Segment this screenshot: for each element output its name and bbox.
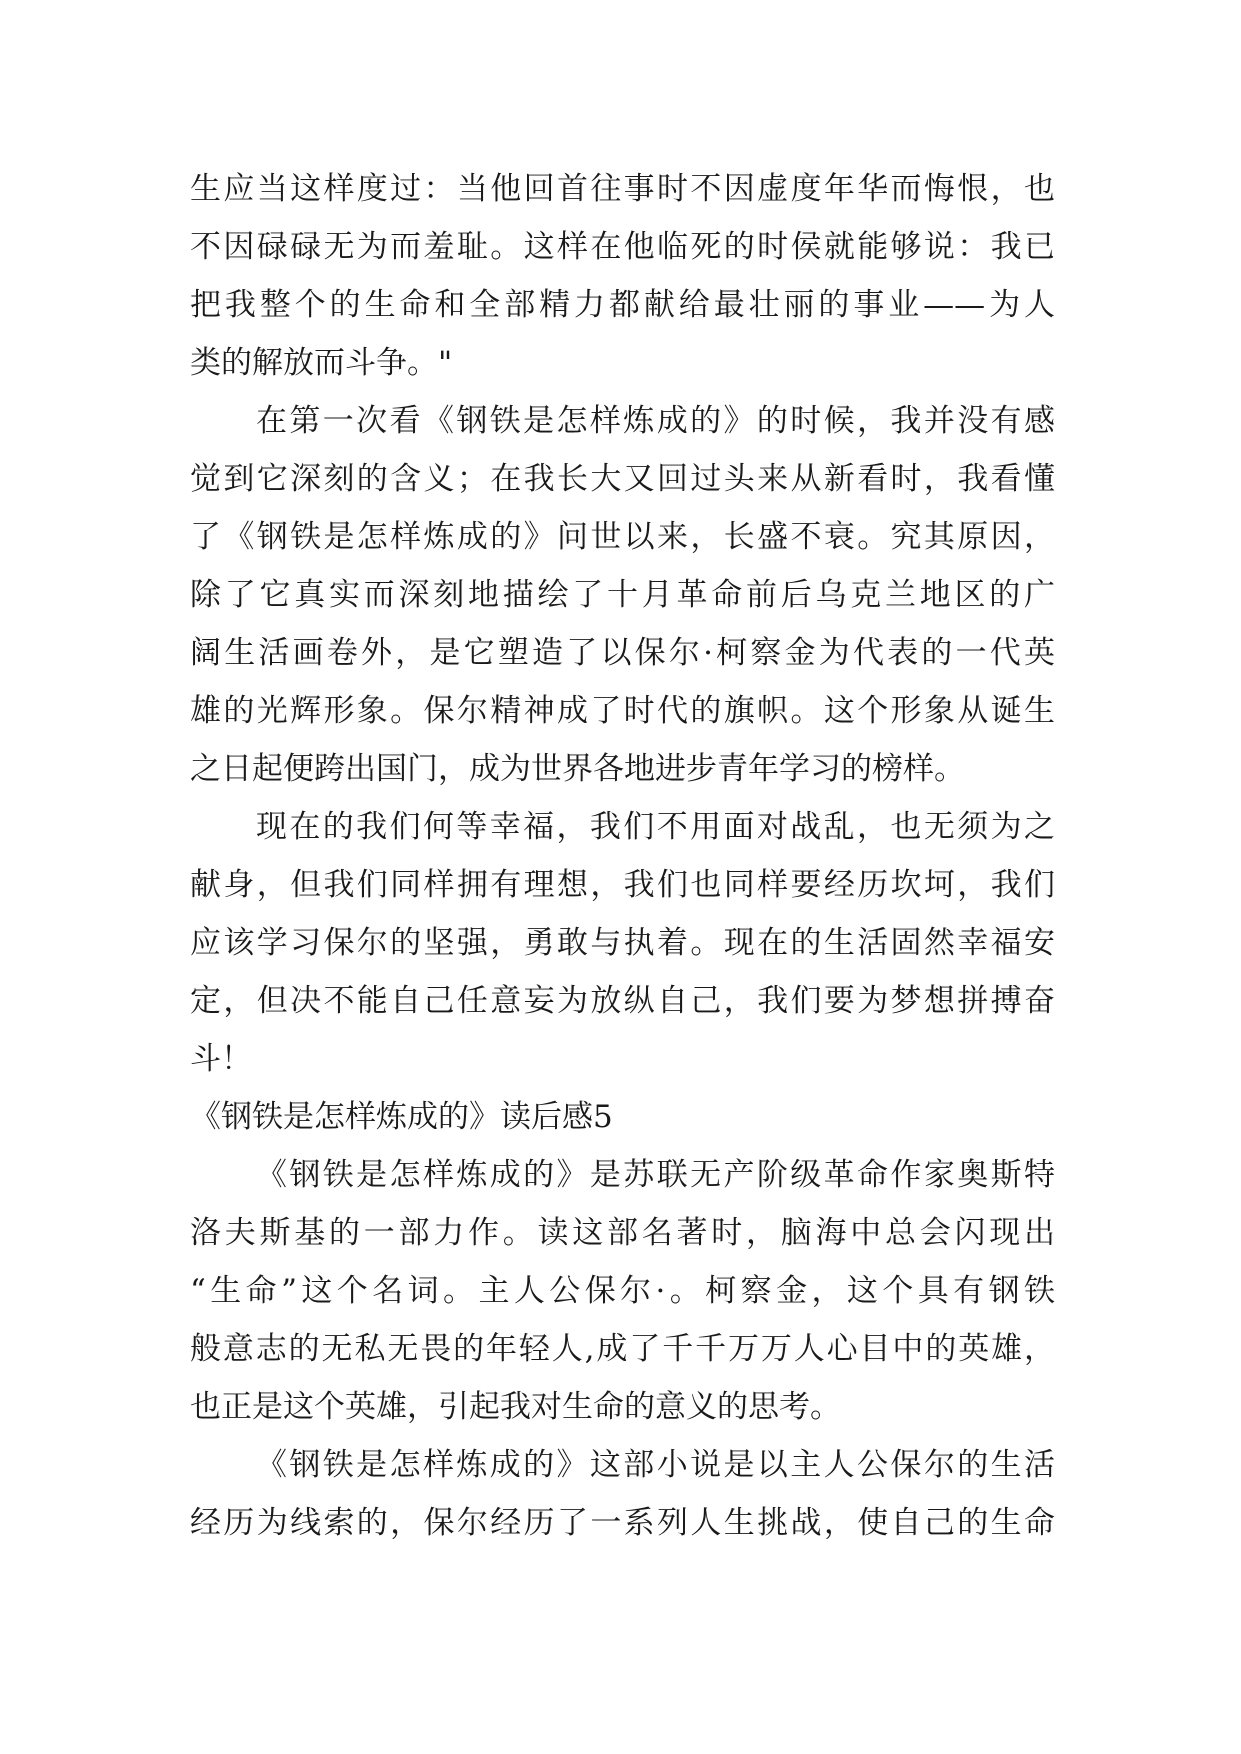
text-line: 生应当这样度过：当他回首往事时不因虚度年华而悔恨，也 [190, 171, 1055, 207]
text-line: 经历为线索的，保尔经历了一系列人生挑战，使自己的生命 [190, 1505, 1055, 1541]
paragraph-first-line: 在第一次看《钢铁是怎样炼成的》的时候，我并没有感 [256, 403, 1055, 439]
text-line: 之日起便跨出国门，成为世界各地进步青年学习的榜样。 [190, 751, 965, 787]
text-line: 雄的光辉形象。保尔精神成了时代的旗帜。这个形象从诞生 [190, 693, 1055, 729]
text-line: 把我整个的生命和全部精力都献给最壮丽的事业——为人 [190, 287, 1055, 323]
text-line: 献身，但我们同样拥有理想，我们也同样要经历坎坷，我们 [190, 867, 1055, 903]
text-line: 不因碌碌无为而羞耻。这样在他临死的时侯就能够说：我已 [190, 229, 1055, 265]
text-line: 也正是这个英雄，引起我对生命的意义的思考。 [190, 1389, 841, 1425]
text-line: 了《钢铁是怎样炼成的》问世以来，长盛不衰。究其原因， [190, 519, 1055, 555]
text-line: 类的解放而斗争。" [190, 345, 453, 381]
text-line: 般意志的无私无畏的年轻人,成了千千万万人心目中的英雄， [190, 1331, 1055, 1367]
text-line: “生命”这个名词。主人公保尔·。柯察金，这个具有钢铁 [190, 1273, 1055, 1309]
paragraph-first-line: 《钢铁是怎样炼成的》这部小说是以主人公保尔的生活 [256, 1447, 1055, 1483]
text-line: 定，但决不能自己任意妄为放纵自己，我们要为梦想拼搏奋 [190, 983, 1055, 1019]
document-body [190, 160, 1055, 1552]
paragraph-first-line: 《钢铁是怎样炼成的》是苏联无产阶级革命作家奥斯特 [256, 1157, 1055, 1193]
text-line: 除了它真实而深刻地描绘了十月革命前后乌克兰地区的广 [190, 577, 1055, 613]
text-line: 洛夫斯基的一部力作。读这部名著时，脑海中总会闪现出 [190, 1215, 1055, 1251]
text-line: 应该学习保尔的坚强，勇敢与执着。现在的生活固然幸福安 [190, 925, 1055, 961]
paragraph-first-line: 现在的我们何等幸福，我们不用面对战乱，也无须为之 [256, 809, 1055, 845]
text-line: 斗！ [190, 1041, 252, 1077]
text-line: 阔生活画卷外，是它塑造了以保尔·柯察金为代表的一代英 [190, 635, 1055, 671]
section-heading: 《钢铁是怎样炼成的》读后感5 [190, 1099, 613, 1135]
text-line: 觉到它深刻的含义；在我长大又回过头来从新看时，我看懂 [190, 461, 1055, 497]
